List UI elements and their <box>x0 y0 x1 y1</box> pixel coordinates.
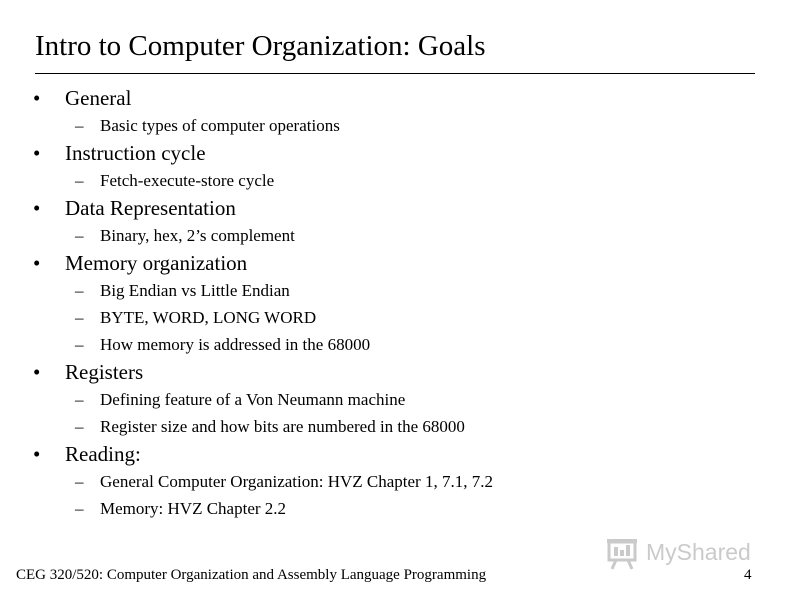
bullet-label: General <box>65 86 132 110</box>
bullet-label: Data Representation <box>65 196 236 220</box>
sub-bullet-text: Memory: HVZ Chapter 2.2 <box>100 499 287 518</box>
dash-icon: – <box>75 116 84 135</box>
sub-bullet-item <box>0 331 800 358</box>
dash-icon: – <box>75 499 84 518</box>
sub-bullet-text: Fetch-execute-store cycle <box>100 171 275 190</box>
bullet-icon: • <box>33 360 41 384</box>
footer-page-number: 4 <box>744 567 752 583</box>
sub-bullet-text: Register size and how bits are numbered in the 68000 <box>100 417 465 436</box>
bullet-item <box>0 249 800 277</box>
sub-bullet-text: Binary, hex, 2’s complement <box>100 226 295 245</box>
sub-bullet-item <box>0 304 800 331</box>
dash-icon: – <box>75 281 84 300</box>
slide-title: Intro to Computer Organization: Goals <box>35 30 486 62</box>
bullet-item <box>0 139 800 167</box>
dash-icon: – <box>75 472 84 491</box>
footer-course-title: CEG 320/520: Computer Organization and Assembly Language Programming <box>16 567 487 583</box>
bullet-label: Reading: <box>65 442 141 466</box>
dash-icon: – <box>75 226 84 245</box>
bullet-icon: • <box>33 86 41 110</box>
bullet-item <box>0 84 800 112</box>
sub-bullet-text: How memory is addressed in the 68000 <box>100 335 371 354</box>
sub-bullet-text: Basic types of computer operations <box>100 116 340 135</box>
bullet-label: Registers <box>65 360 144 384</box>
sub-bullet-item <box>0 167 800 194</box>
sub-bullet-item <box>0 386 800 413</box>
dash-icon: – <box>75 171 84 190</box>
sub-bullet-text: General Computer Organization: HVZ Chapter 1, 7.1, 7.2 <box>100 472 493 491</box>
sub-bullet-item <box>0 413 800 440</box>
sub-bullet-text: BYTE, WORD, LONG WORD <box>100 308 317 327</box>
sub-bullet-item <box>0 468 800 495</box>
watermark-text: MyShared <box>646 539 751 565</box>
sub-bullet-item <box>0 495 800 522</box>
bullet-icon: • <box>33 442 41 466</box>
dash-icon: – <box>75 417 84 436</box>
bullet-icon: • <box>33 196 41 220</box>
bullet-icon: • <box>33 251 41 275</box>
bullet-label: Memory organization <box>65 251 248 275</box>
sub-bullet-item <box>0 112 800 139</box>
dash-icon: – <box>75 390 84 409</box>
slide-content <box>0 84 800 522</box>
bullet-item <box>0 440 800 468</box>
sub-bullet-text: Big Endian vs Little Endian <box>100 281 290 300</box>
bullet-item <box>0 358 800 386</box>
bullet-label: Instruction cycle <box>65 141 206 165</box>
bullet-item <box>0 194 800 222</box>
sub-bullet-item <box>0 222 800 249</box>
sub-bullet-item <box>0 277 800 304</box>
sub-bullet-text: Defining feature of a Von Neumann machine <box>100 390 406 409</box>
watermark-logo <box>606 536 766 572</box>
bullet-icon: • <box>33 141 41 165</box>
dash-icon: – <box>75 308 84 327</box>
title-divider <box>35 73 755 74</box>
dash-icon: – <box>75 335 84 354</box>
